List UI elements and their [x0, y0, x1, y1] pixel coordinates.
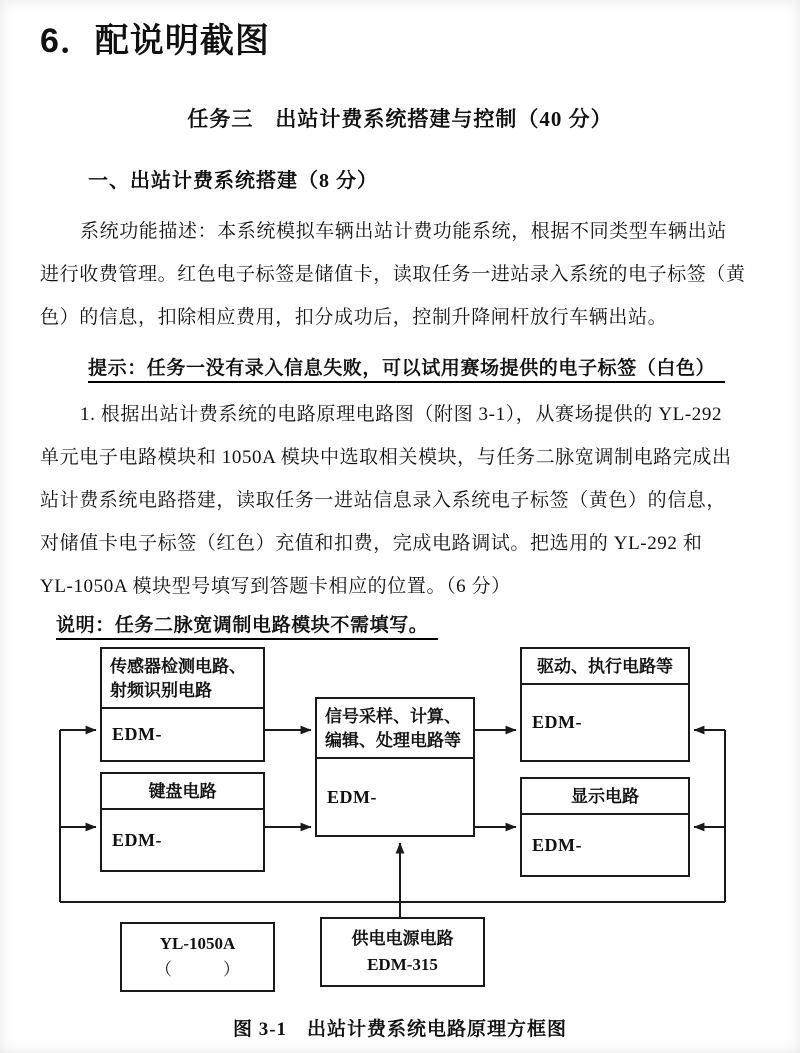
paragraph-1: [40, 210, 760, 339]
text-line: 1. 根据出站计费系统的电路原理电路图（附图 3-1），从赛场提供的 YL-292: [80, 404, 723, 425]
text-line: 单元电子电路模块和 1050A 模块中选取相关模块，与任务二脉宽调制电路完成出: [40, 447, 732, 468]
display-box: [520, 777, 690, 877]
sensor-box-title-line2: 射频识别电路: [110, 681, 212, 700]
keyboard-box-module-field: EDM-: [112, 829, 162, 850]
text-line: 对储值卡电子标签（红色）充值和扣费，完成电路调试。把选用的 YL-292 和: [40, 533, 703, 554]
text-line: YL-1050A 模块型号填写到答题卡相应的位置。（6 分）: [40, 576, 511, 597]
figure-caption: 图 3-1 出站计费系统电路原理方框图: [232, 1019, 568, 1040]
drive-box: [520, 647, 690, 762]
tip-text: 提示：任务一没有录入信息失败，可以试用赛场提供的电子标签（白色）: [88, 358, 725, 383]
sensor-box-title-line1: 传感器检测电路、: [110, 657, 246, 676]
yl1050a-label: YL-1050A: [159, 934, 236, 953]
sensor-box: [100, 647, 265, 762]
signal-box-title-line1: 信号采样、计算、: [325, 707, 461, 726]
text-line: 站计费系统电路搭建，读取任务一进站信息录入系统电子标签（黄色）的信息，: [40, 490, 727, 511]
keyboard-box: [100, 772, 265, 872]
keyboard-box-title: 键盘电路: [102, 774, 263, 810]
yl1050a-fill-in-blank: （ ）: [155, 960, 240, 979]
signal-box-title-line2: 编辑、处理电路等: [325, 731, 461, 750]
note-line: [40, 610, 760, 642]
drive-box-module-field: EDM-: [532, 712, 582, 732]
display-box-module-field: EDM-: [532, 834, 582, 855]
task-title: 任务三 出站计费系统搭建与控制（40 分）: [187, 107, 613, 131]
signal-box-module-field: EDM-: [327, 786, 377, 807]
tip-line: [40, 347, 760, 391]
text-line: 系统功能描述：本系统模拟车辆出站计费功能系统，根据不同类型车辆出站: [80, 221, 727, 242]
signal-box: [315, 697, 475, 837]
sensor-box-title: [102, 649, 263, 709]
section-heading: 一、出站计费系统搭建（8 分）: [88, 170, 378, 192]
text-line: 色）的信息，扣除相应费用，扣分成功后，控制升降闸杆放行车辆出站。: [40, 307, 668, 328]
sensor-box-module-field: EDM-: [112, 724, 162, 744]
circuit-block-diagram: [0, 642, 800, 1012]
power-box-title: 供电电源电路: [351, 929, 454, 948]
signal-box-title: [317, 699, 473, 759]
power-box-module: EDM-315: [367, 955, 438, 974]
yl1050a-module-box: [120, 922, 275, 992]
paragraph-2: [40, 393, 760, 608]
text-line: 进行收费管理。红色电子标签是储值卡，读取任务一进站录入系统的电子标签（黄: [40, 264, 746, 285]
drive-box-title: 驱动、执行电路等: [522, 649, 688, 685]
note-text: 说明：任务二脉宽调制电路模块不需填写。: [56, 615, 438, 640]
display-box-title: 显示电路: [522, 779, 688, 815]
page-heading: 6．配说明截图: [40, 22, 270, 60]
power-box: [320, 917, 485, 987]
